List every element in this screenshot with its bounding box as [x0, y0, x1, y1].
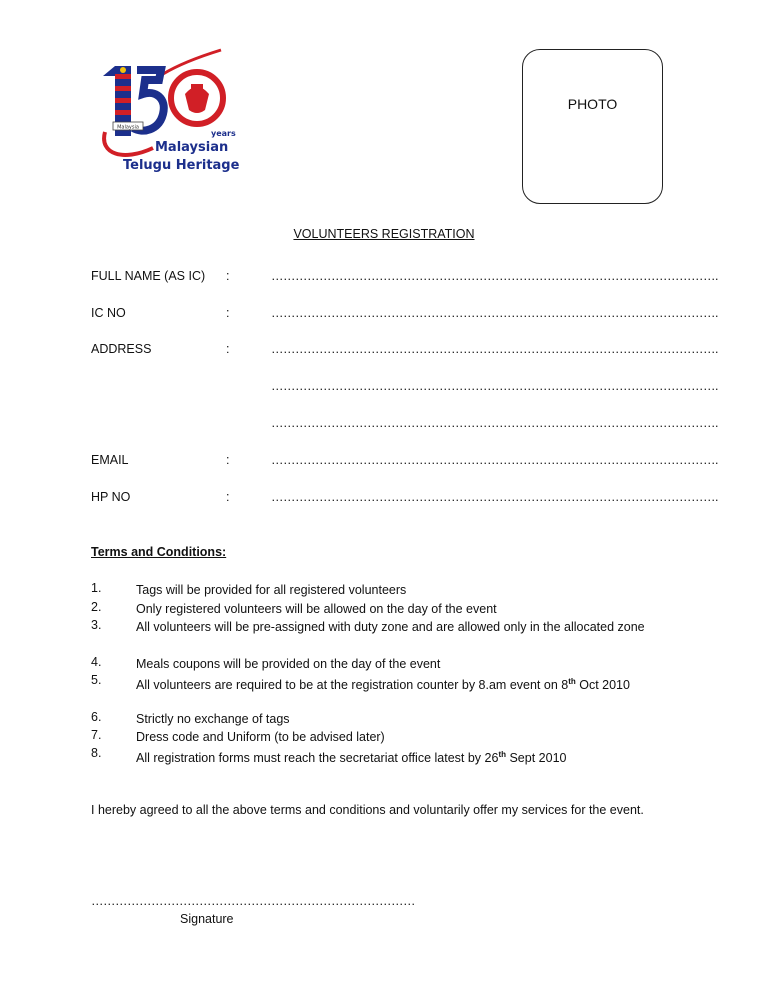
term-number: 2.: [91, 600, 102, 614]
logo-tag: Malaysia: [117, 124, 139, 131]
term-text: Strictly no exchange of tags: [136, 712, 290, 726]
term-text: All volunteers are required to be at the registration counter by 8.am event on 8th Oct 2010: [136, 677, 630, 693]
logo-line2: Telugu Heritage: [123, 158, 240, 173]
address-field-line-1[interactable]: ………………………………………………………………………………………………….: [271, 342, 718, 356]
email-field[interactable]: ………………………………………………………………………………………………….: [271, 453, 718, 467]
digit-five: [133, 70, 164, 131]
terms-heading: Terms and Conditions:: [91, 545, 227, 559]
logo-line1: Malaysian: [155, 140, 229, 155]
term-text: Meals coupons will be provided on the day of the event: [136, 657, 441, 671]
colon: :: [226, 490, 230, 504]
field-label-address: ADDRESS: [91, 342, 152, 356]
term-text: Dress code and Uniform (to be advised later): [136, 730, 385, 744]
colon: :: [226, 453, 230, 467]
colon: :: [226, 306, 230, 320]
term-text: Tags will be provided for all registered volunteers: [136, 583, 407, 597]
signature-label: Signature: [180, 912, 234, 926]
heritage-logo: [93, 44, 240, 184]
term-number: 7.: [91, 728, 102, 742]
colon: :: [226, 342, 230, 356]
field-label-hp-no: HP NO: [91, 490, 131, 504]
ic-no-field[interactable]: ………………………………………………………………………………………………….: [271, 306, 718, 320]
logo-graphic: [93, 44, 240, 184]
address-field-line-2[interactable]: ………………………………………………………………………………………………….: [271, 379, 718, 393]
field-label-email: EMAIL: [91, 453, 129, 467]
form-title: VOLUNTEERS REGISTRATION: [293, 227, 475, 241]
logo-years: years: [211, 129, 236, 138]
photo-label: PHOTO: [567, 96, 618, 112]
term-number: 4.: [91, 655, 102, 669]
term-text: All volunteers will be pre-assigned with duty zone and are allowed only in the allocated zone: [136, 620, 645, 634]
term-number: 6.: [91, 710, 102, 724]
photo-box[interactable]: [522, 49, 663, 204]
field-label-full-name: FULL NAME (AS IC): [91, 269, 206, 283]
address-field-line-3[interactable]: ………………………………………………………………………………………………….: [271, 416, 718, 430]
hp-no-field[interactable]: ………………………………………………………………………………………………….: [271, 490, 718, 504]
colon: :: [226, 269, 230, 283]
term-text: All registration forms must reach the secretariat office latest by 26th Sept 2010: [136, 750, 567, 766]
term-number: 1.: [91, 581, 102, 595]
signature-line[interactable]: ………………………………………………………………………: [91, 894, 415, 908]
term-text: Only registered volunteers will be allowed on the day of the event: [136, 602, 497, 616]
term-number: 5.: [91, 673, 102, 687]
term-number: 3.: [91, 618, 102, 632]
full-name-field[interactable]: ………………………………………………………………………………………………….: [271, 269, 718, 283]
term-number: 8.: [91, 746, 102, 760]
agreement-text: I hereby agreed to all the above terms and conditions and voluntarily offer my services for the event.: [91, 803, 644, 817]
pot-icon: [185, 87, 209, 113]
field-label-ic-no: IC NO: [91, 306, 126, 320]
